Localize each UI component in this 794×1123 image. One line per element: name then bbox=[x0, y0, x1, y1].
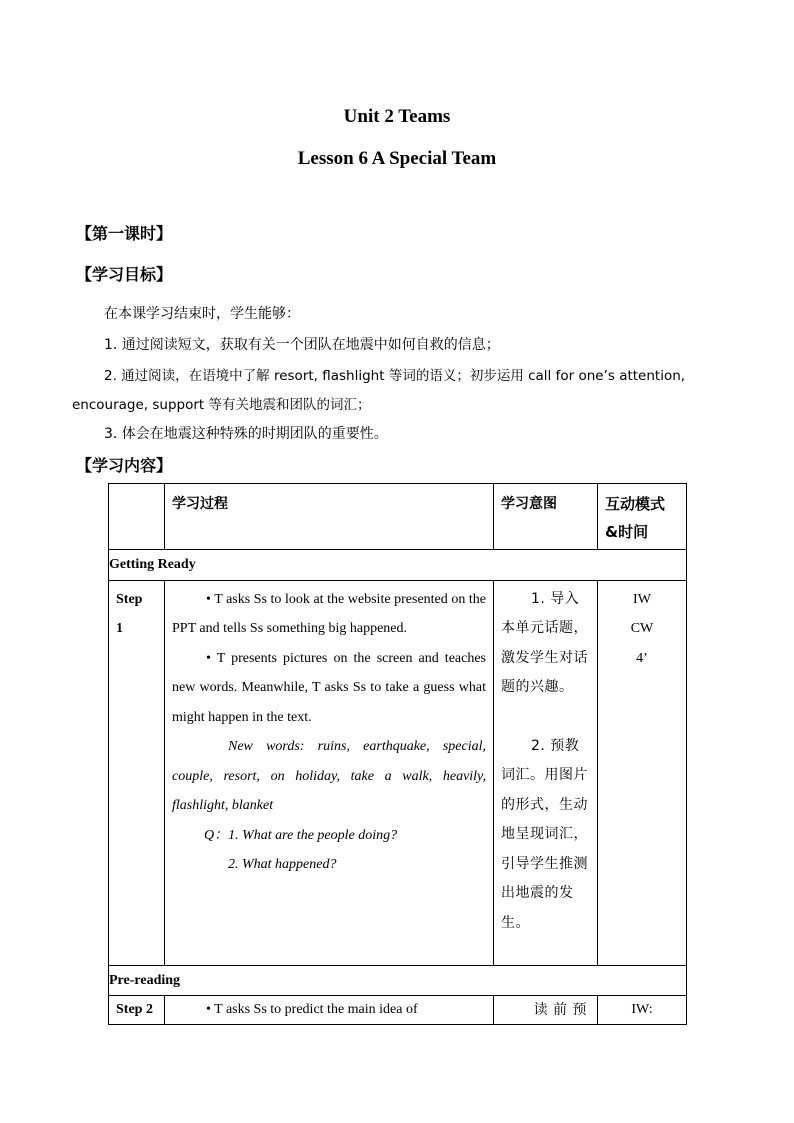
objective-item-2-line2: encourage, support 等有关地震和团队的词汇； bbox=[72, 397, 371, 413]
step1-question-2: 2. What happened? bbox=[228, 857, 337, 872]
step1-label-a: Step bbox=[116, 591, 143, 607]
section-getting-ready: Getting Ready bbox=[109, 550, 687, 581]
header-step-cell bbox=[109, 484, 165, 550]
table-row-step2 bbox=[109, 996, 687, 1025]
content-heading: 【学习内容】 bbox=[76, 456, 173, 475]
step1-mode-3: 4’ bbox=[636, 650, 648, 666]
objectives-heading: 【学习目标】 bbox=[76, 265, 173, 284]
header-process: 学习过程 bbox=[165, 484, 494, 550]
step2-process bbox=[165, 996, 494, 1025]
step1-mode bbox=[598, 580, 687, 965]
step1-label-b: 1 bbox=[116, 621, 123, 636]
section-pre-reading: Pre-reading bbox=[109, 965, 687, 996]
table-header-row bbox=[109, 484, 687, 550]
header-mode-line1: 互动模式 bbox=[605, 495, 666, 513]
step1-label bbox=[109, 580, 165, 965]
section-row-getting-ready bbox=[109, 550, 687, 581]
table-row-step1 bbox=[109, 580, 687, 965]
step1-intent-1: 1. 导入本单元话题，激发学生对话题的兴趣。 bbox=[501, 590, 588, 695]
header-mode-line2: &时间 bbox=[605, 523, 649, 541]
period-heading: 【第一课时】 bbox=[76, 224, 173, 243]
step2-bullet-1: • T asks Ss to predict the main idea of bbox=[206, 1002, 418, 1017]
unit-title: Unit 2 Teams bbox=[343, 106, 451, 127]
step2-mode: IW: bbox=[598, 996, 687, 1025]
objectives-intro: 在本课学习结束时，学生能够： bbox=[104, 306, 300, 322]
objective-item-3: 3. 体会在地震这种特殊的时期团队的重要性。 bbox=[104, 426, 388, 442]
step1-intent bbox=[494, 580, 598, 965]
step1-bullet-2: • T presents pictures on the screen and teaches new words. Meanwhile, T asks Ss to take a guess what might happen in the text. bbox=[172, 650, 486, 725]
step1-question-1: Q：1. What are the people doing? bbox=[204, 827, 398, 843]
section-row-pre-reading bbox=[109, 965, 687, 996]
header-intent: 学习意图 bbox=[494, 484, 598, 550]
step1-bullet-1: • T asks Ss to look at the website presented on the PPT and tells Ss something big happened. bbox=[172, 591, 486, 636]
step1-mode-1: IW bbox=[633, 591, 651, 607]
objective-item-1: 1. 通过阅读短文，获取有关一个团队在地震中如何自救的信息； bbox=[104, 337, 500, 353]
step1-intent-spacer bbox=[501, 703, 591, 732]
objective-item-2-line1: 2. 通过阅读，在语境中了解 resort, flashlight 等词的语义；初步运用 call for one’s attention, bbox=[104, 368, 686, 384]
lesson-title: Lesson 6 A Special Team bbox=[297, 148, 497, 169]
step1-new-words: New words: ruins, earthquake, special, couple, resort, on holiday, take a walk, heavily, flashlight, blanket bbox=[172, 739, 486, 813]
step1-mode-2: CW bbox=[630, 621, 654, 636]
header-mode bbox=[598, 484, 687, 550]
lesson-table bbox=[108, 483, 687, 1025]
step2-label: Step 2 bbox=[109, 996, 165, 1025]
step1-process bbox=[165, 580, 494, 965]
step1-intent-2: 2. 预教词汇。用图片的形式，生动地呈现词汇，引导学生推测出地震的发生。 bbox=[501, 737, 588, 931]
step2-intent: 读 前 预 bbox=[494, 996, 598, 1025]
